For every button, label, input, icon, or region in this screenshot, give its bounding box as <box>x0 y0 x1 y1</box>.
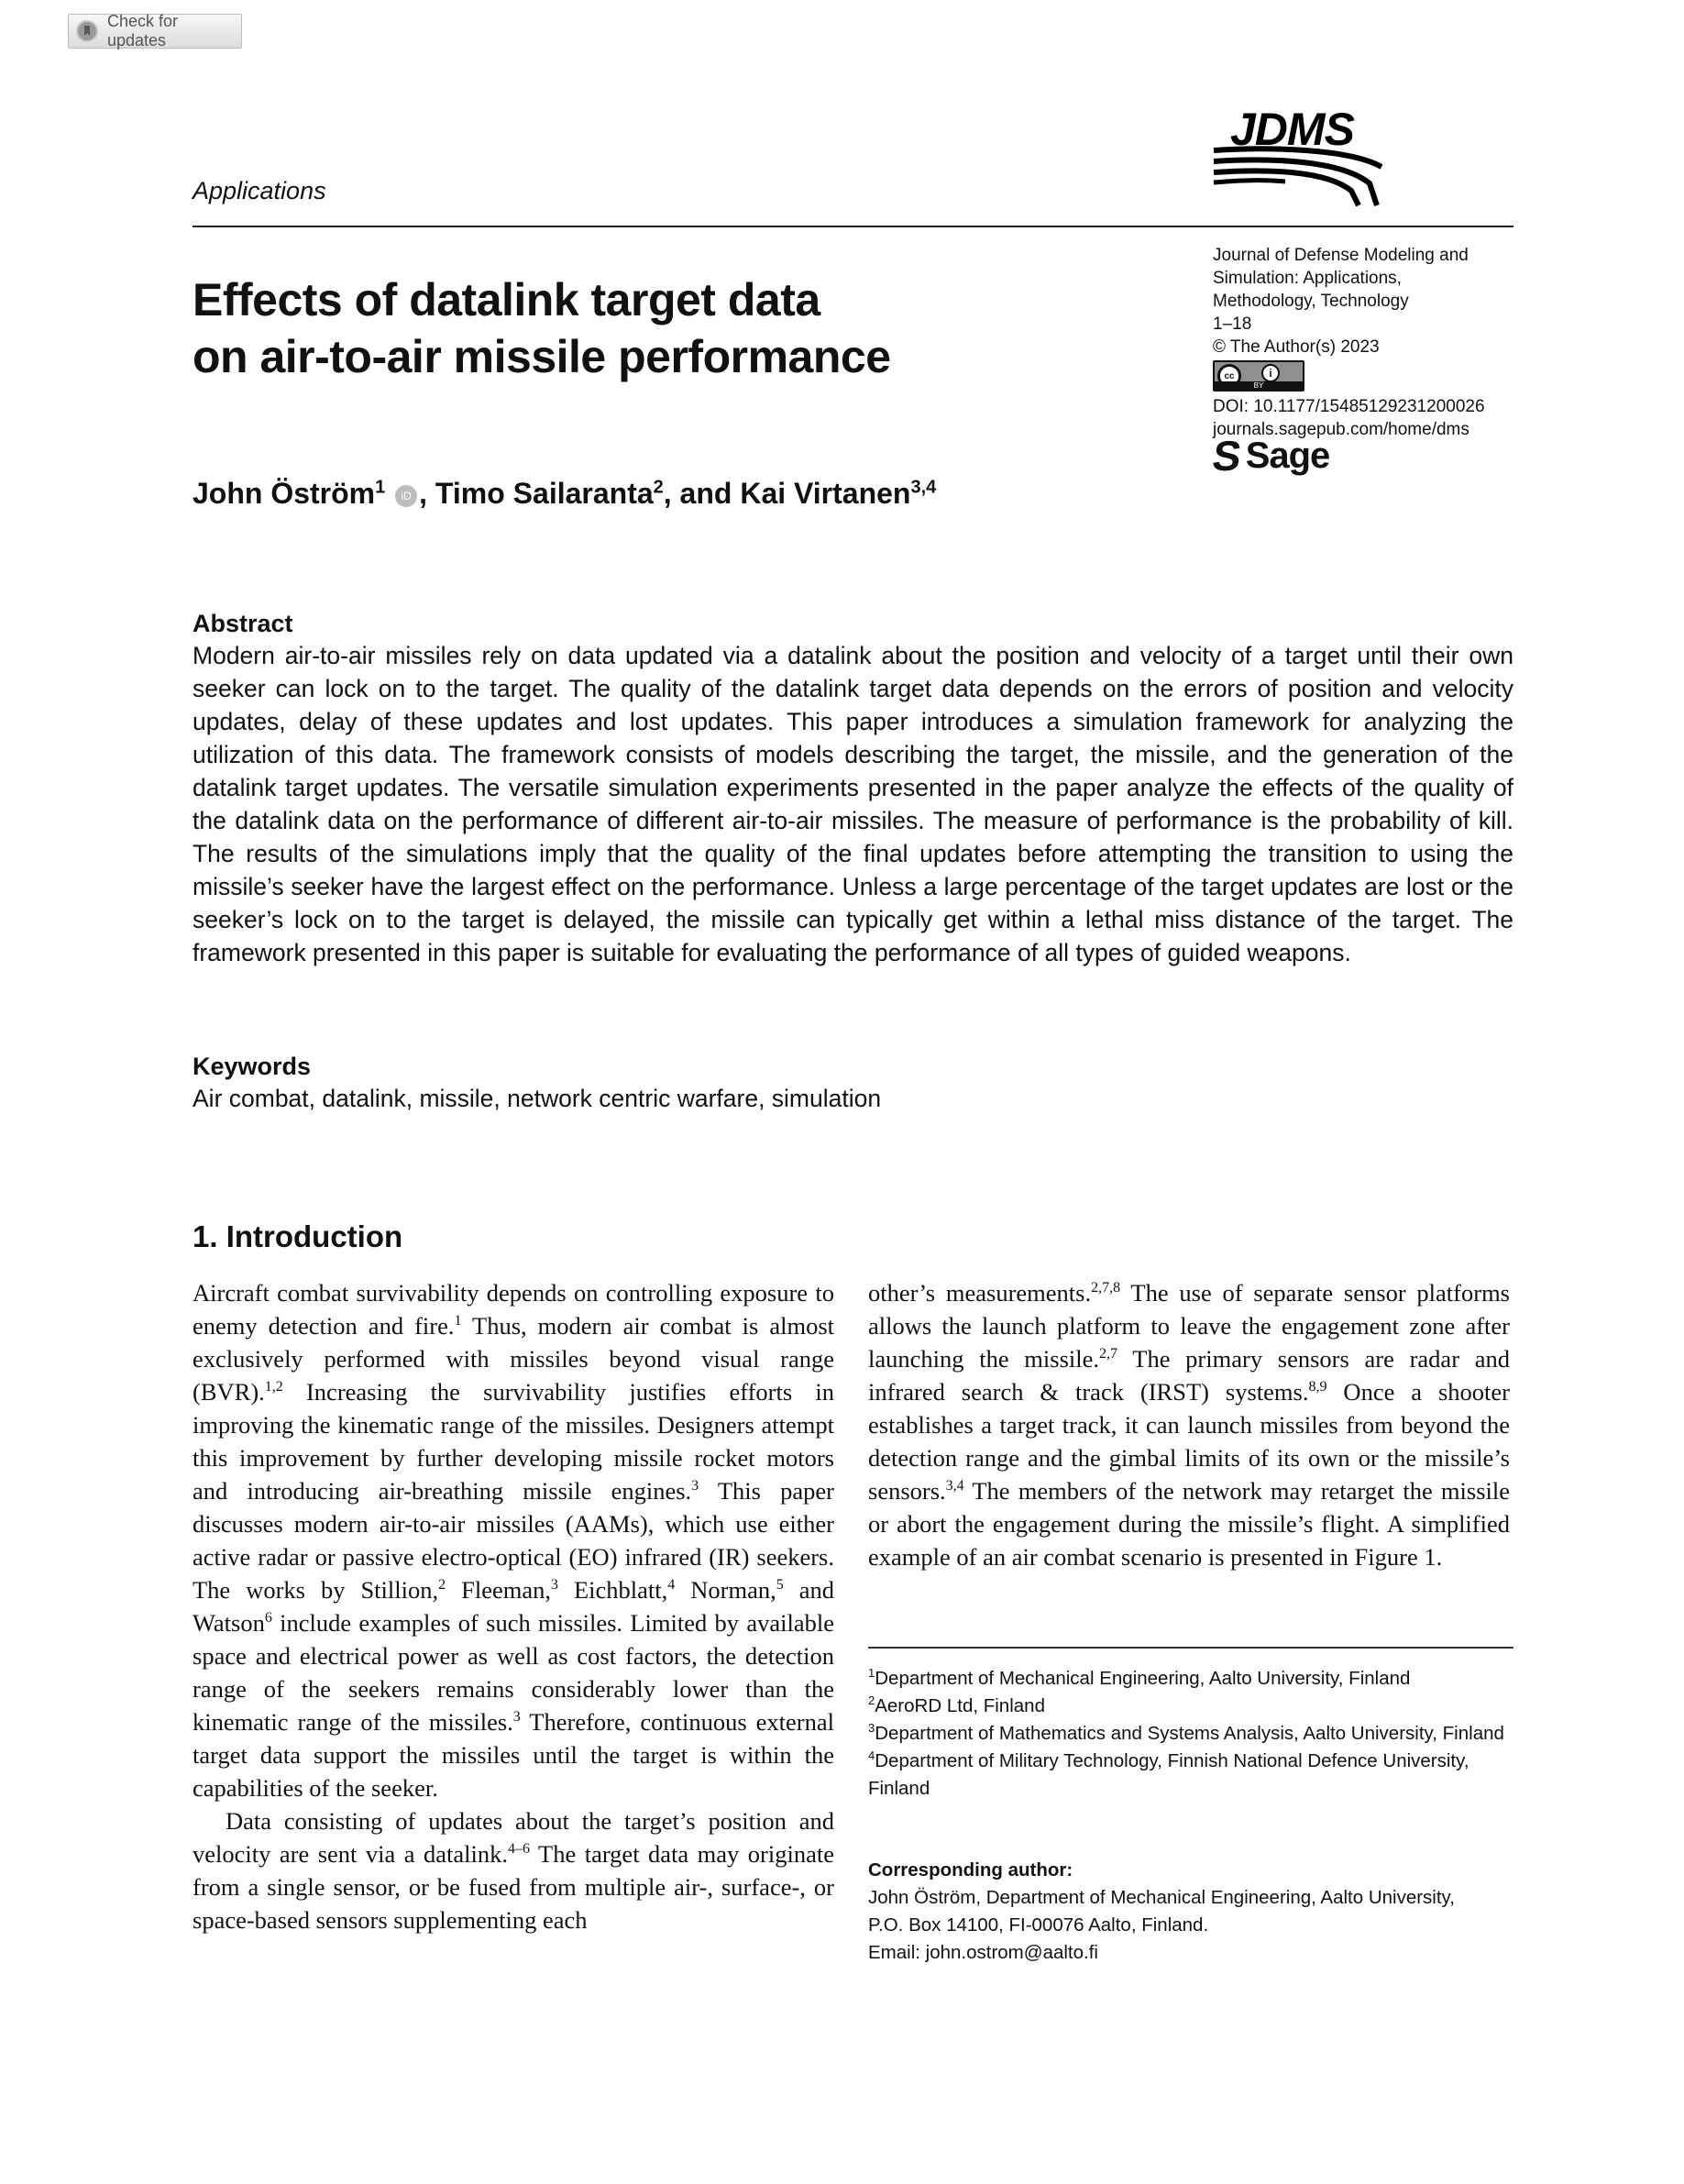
corresponding-address-line-1: John Öström, Department of Mechanical Engineering, Aalto University, <box>868 1887 1455 1908</box>
affiliation-item <box>868 1748 1513 1803</box>
citation-ref[interactable]: 1 <box>454 1313 462 1329</box>
citation-ref[interactable]: 3 <box>551 1577 558 1594</box>
author-name[interactable]: John Öström <box>193 477 376 510</box>
affiliation-item <box>868 1693 1513 1720</box>
email-link[interactable]: john.ostrom@aalto.fi <box>925 1942 1098 1963</box>
affiliation-item <box>868 1665 1513 1693</box>
title-line-1: Effects of datalink target data <box>193 274 820 325</box>
journal-logo <box>1212 103 1395 208</box>
title-line-2: on air-to-air missile performance <box>193 331 891 382</box>
author-separator: , <box>419 477 435 510</box>
citation-ref[interactable]: 2 <box>438 1577 446 1594</box>
journal-name-line-3: Methodology, Technology <box>1213 292 1409 311</box>
email-label: Email: <box>868 1942 926 1963</box>
citation-ref[interactable]: 1,2 <box>264 1379 283 1395</box>
corresponding-email <box>868 1939 1513 1967</box>
author-affil-ref: 3,4 <box>910 477 937 498</box>
affiliation-number: 2 <box>868 1693 875 1708</box>
body-paragraph: other’s measurements.$^{2,7,8}$ The use of separate sensor platforms allows the launch platform to leave the engagement zone after launching the missile.$^{2,7}$ The primary sensors are radar and infrared search & track (IRST) systems.$^{8,9}$ Once a shooter establishes a target track, it can launch missiles from beyond the detection range and the gimbal limits of its own or the missile’s sensors.$^{3,4}$ The members of the network may retarget the missile or abort the engagement during the missile’s flight. A simplified example of an air combat scenario is presented in Figure 1. <box>868 1279 1511 1571</box>
article-type-label: Applications <box>193 177 326 204</box>
orcid-icon[interactable]: iD <box>395 485 417 507</box>
abstract-section <box>193 608 1513 969</box>
corresponding-author <box>868 1857 1513 1967</box>
section-heading-introduction: 1. Introduction <box>193 1219 403 1253</box>
body-paragraph: Data consisting of updates about the target’s position and velocity are sent via a datalink.$^{4-6}$ The target data may originate from a single sensor, or be fused from multiple air-, surface-, or space-based sensors supplementing each <box>193 1807 834 1934</box>
affiliation-text: Department of Mathematics and Systems Analysis, Aalto University, Finland <box>875 1723 1504 1744</box>
citation-ref[interactable]: 6 <box>264 1610 272 1627</box>
header-rule <box>193 226 1513 227</box>
author-list <box>193 477 936 511</box>
journal-logo-text: JDMS <box>1230 104 1354 155</box>
keywords-text: Air combat, datalink, missile, network centric warfare, simulation <box>193 1085 882 1112</box>
publisher-logo <box>1209 432 1515 480</box>
body-paragraph: Aircraft combat survivability depends on controlling exposure to enemy detection and fire.$^1$ Thus, modern air combat is almost exclusively performed with missiles beyond visual range (BVR).$^{1,2}$ Increasing the survivability justifies efforts in improving the kinematic range of the missiles. Designers attempt this improvement by further developing missile rocket motors and introducing air-breathing missile engines.$^3$ This paper discusses modern air-to-air missiles (AAMs), which use either active radar or passive electro-optical (EO) infrared (IR) seekers. The works by Stillion,$^2$ Fleeman,$^3$ Eichblatt,$^4$ Norman,$^5$ and Watson$^6$ include examples of such missiles. Limited by available space and electrical power as well as cost factors, the detection range of the seekers remains considerably lower than the kinematic range of the missiles.$^3$ Therefore, continuous external target data support the missiles until the target is within the capabilities of the seeker. <box>193 1279 835 1802</box>
affiliations <box>868 1665 1513 1803</box>
affiliation-number: 1 <box>868 1666 875 1681</box>
affiliation-text: AeroRD Ltd, Finland <box>875 1695 1045 1716</box>
citation-ref[interactable]: 2,7 <box>1099 1346 1118 1362</box>
affiliation-number: 4 <box>868 1748 875 1763</box>
affiliation-text: Department of Military Technology, Finnish National Defence University, Finland <box>868 1750 1469 1799</box>
by-label: BY <box>1215 381 1303 390</box>
author-affil-ref: 1 <box>375 477 386 498</box>
affiliation-item <box>868 1720 1513 1748</box>
keywords-section <box>193 1051 1513 1115</box>
check-for-updates-label: Check for updates <box>107 12 179 50</box>
body-column-left <box>193 1276 834 1936</box>
abstract-text: Modern air-to-air missiles rely on data updated via a datalink about the position and velocity of a target until their own seeker can lock on to the target. The quality of the datalink target data depends on the errors of position and velocity updates, delay of these updates and lost updates. This paper introduces a simulation framework for analyzing the utilization of this data. The framework consists of models describing the target, the missile, and the generation of the datalink target updates. The versatile simulation experiments presented in the paper analyze the effects of the quality of the datalink data on the performance of different air-to-air missiles. The measure of performance is the probability of kill. The results of the simulations imply that the quality of the final updates before attempting the transition to using the missile’s seeker have the largest effect on the performance. Unless a large percentage of the target updates are lost or the seeker’s lock on to the target is delayed, the missile can typically get within a lethal miss distance of the target. The framework presented in this paper is suitable for evaluating the performance of all types of guided weapons. <box>193 642 1513 966</box>
corresponding-address-line-2: P.O. Box 14100, FI-00076 Aalto, Finland. <box>868 1914 1209 1936</box>
affiliation-number: 3 <box>868 1721 875 1736</box>
citation-ref[interactable]: 3 <box>512 1709 521 1726</box>
citation-ref[interactable]: 3,4 <box>945 1478 964 1495</box>
check-for-updates-button[interactable] <box>68 14 242 49</box>
abstract-heading: Abstract <box>193 610 293 637</box>
page-range: 1–18 <box>1213 314 1252 334</box>
citation-ref[interactable]: 8,9 <box>1308 1379 1327 1395</box>
corresponding-author-heading: Corresponding author: <box>868 1859 1073 1881</box>
attribution-icon: i <box>1261 364 1280 382</box>
journal-name-line-1: Journal of Defense Modeling and <box>1213 246 1469 265</box>
journal-url-link[interactable]: journals.sagepub.com/home/dms <box>1213 420 1469 439</box>
author-separator: , and <box>663 477 741 510</box>
author-name[interactable]: Timo Sailaranta <box>435 477 654 510</box>
doi-link[interactable]: DOI: 10.1177/15485129231200026 <box>1213 397 1485 416</box>
author-affil-ref: 2 <box>653 477 664 498</box>
publisher-name: Sage <box>1245 436 1330 476</box>
footnote-rule <box>868 1647 1513 1649</box>
author-name[interactable]: Kai Virtanen <box>740 477 911 510</box>
journal-name-line-2: Simulation: Applications, <box>1213 269 1402 288</box>
keywords-heading: Keywords <box>193 1053 312 1080</box>
article-title <box>193 271 891 385</box>
cc-by-license-badge[interactable] <box>1213 360 1304 392</box>
citation-ref[interactable]: 3 <box>691 1478 699 1495</box>
body-column-right <box>868 1276 1510 1573</box>
citation-ref[interactable]: 4–6 <box>508 1841 530 1858</box>
bookmark-icon <box>76 20 98 42</box>
citation-ref[interactable]: 2,7,8 <box>1091 1280 1121 1296</box>
sage-s-icon: S <box>1209 432 1244 480</box>
affiliation-text: Department of Mechanical Engineering, Aalto University, Finland <box>875 1668 1411 1689</box>
journal-meta <box>1209 244 1515 480</box>
copyright: © The Author(s) 2023 <box>1213 337 1380 357</box>
journal-logo-swoosh-icon <box>1212 103 1395 208</box>
citation-ref[interactable]: 5 <box>776 1577 784 1594</box>
creative-commons-icon: cc <box>1217 364 1241 388</box>
citation-ref[interactable]: 4 <box>667 1577 676 1594</box>
